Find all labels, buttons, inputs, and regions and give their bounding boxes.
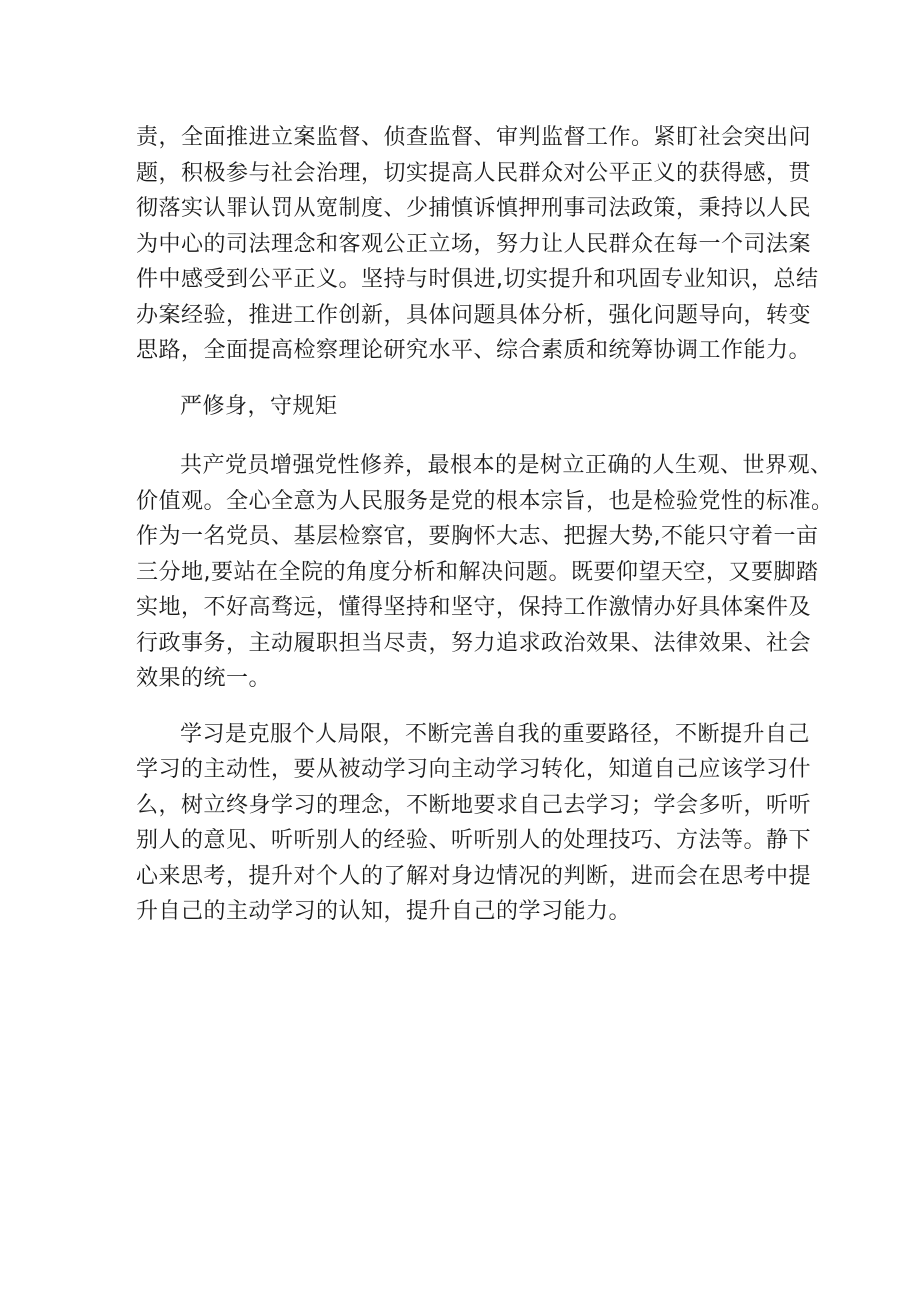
paragraph-2	[136, 448, 834, 697]
paragraph-line: 心来思考，提升对个人的了解对身边情况的判断，进而会在思考中提	[136, 863, 812, 889]
paragraph-line: 实地，不好高骛远，懂得坚持和坚守，保持工作激情办好具体案件及	[136, 595, 812, 620]
paragraph-line: 行政事务，主动履职担当尽责，努力追求政治效果、法律效果、社会	[136, 630, 812, 656]
paragraph-line: 么，树立终身学习的理念，不断地要求自己去学习；学会多听，听听	[136, 792, 812, 818]
paragraph-line: 作为一名党员、基层检察官，要胸怀大志、把握大势,不能只守着一亩	[136, 524, 819, 549]
paragraph-line: 升自己的主动学习的认知，提升自己的学习能力。	[136, 899, 632, 924]
paragraph-line: 彻落实认罪认罚从宽制度、少捕慎诉慎押刑事司法政策，秉持以人民	[136, 196, 812, 221]
paragraph-line: 思路，全面提高检察理论研究水平、综合素质和统筹协调工作能力。	[136, 338, 812, 363]
paragraph-line: 效果的统一。	[136, 666, 272, 691]
document-body	[136, 120, 834, 950]
section-heading-text: 严修身，守规矩	[180, 393, 338, 419]
paragraph-line: 学习的主动性，要从被动学习向主动学习转化，知道自己应该学习什	[136, 757, 812, 782]
paragraph-line: 学习是克服个人局限，不断完善自我的重要路径，不断提升自己	[180, 721, 811, 747]
paragraph-3	[136, 717, 812, 930]
section-heading	[136, 389, 796, 425]
paragraph-line: 题，积极参与社会治理，切实提高人民群众对公平正义的获得感，贯	[136, 160, 812, 186]
paragraph-1	[136, 120, 819, 369]
paragraph-line: 责，全面推进立案监督、侦查监督、审判监督工作。紧盯社会突出问	[136, 125, 812, 150]
paragraph-line: 三分地,要站在全院的角度分析和解决问题。既要仰望天空，又要脚踏	[136, 559, 819, 585]
paragraph-line: 共产党员增强党性修养，最根本的是树立正确的人生观、世界观、	[180, 453, 833, 478]
paragraph-line: 价值观。全心全意为人民服务是党的根本宗旨，也是检验党性的标准。	[136, 488, 834, 514]
paragraph-line: 办案经验，推进工作创新，具体问题具体分析，强化问题导向，转变	[136, 302, 812, 328]
paragraph-line: 为中心的司法理念和客观公正立场，努力让人民群众在每一个司法案	[136, 231, 812, 257]
paragraph-line: 别人的意见、听听别人的经验、听听别人的处理技巧、方法等。静下	[136, 828, 812, 853]
paragraph-line: 件中感受到公平正义。坚持与时俱进,切实提升和巩固专业知识，总结	[136, 267, 819, 292]
